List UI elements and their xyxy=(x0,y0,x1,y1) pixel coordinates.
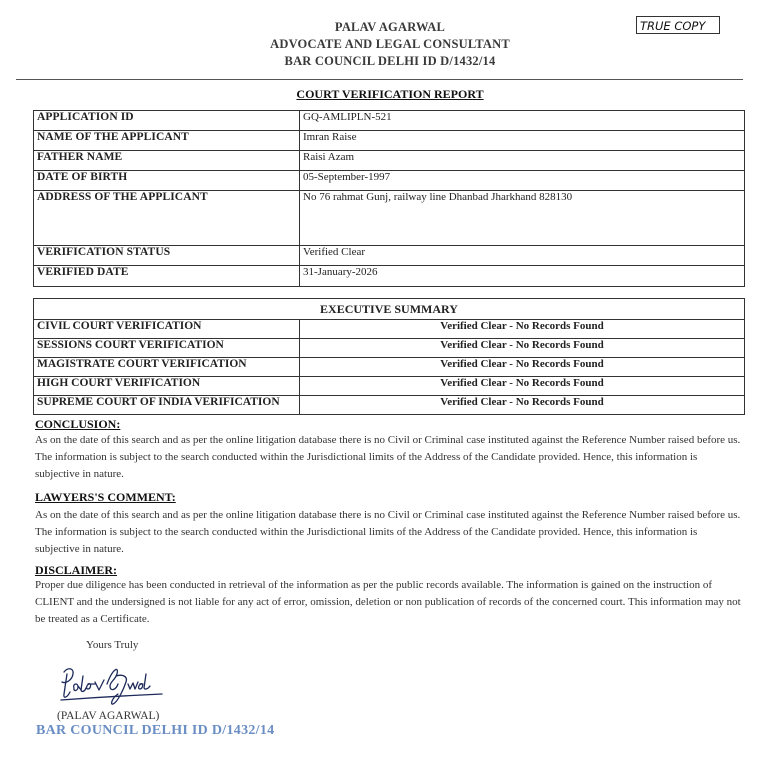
row-label: VERIFIED DATE xyxy=(34,266,300,287)
row-value: Imran Raise xyxy=(300,131,745,151)
footer-bar-id: BAR COUNCIL DELHI ID D/1432/14 xyxy=(36,723,275,738)
header-divider xyxy=(16,79,743,80)
row-value: Verified Clear - No Records Found xyxy=(300,377,745,396)
table-row xyxy=(34,396,745,415)
true-copy-stamp: TRUE COPY xyxy=(636,16,720,34)
row-label: SESSIONS COURT VERIFICATION xyxy=(34,339,300,358)
lawyers-comment-heading: LAWYERS'S COMMENT: xyxy=(35,490,176,504)
row-value: No 76 rahmat Gunj, railway line Dhanbad Jharkhand 828130 xyxy=(300,191,745,246)
table-row xyxy=(34,151,745,171)
disclaimer-text: Proper due diligence has been conducted in retrieval of the information as per the public records available. The information is gained on the instruction of CLIENT and the undersigned is not liable for any act of error, omission, deletion or non publication of records of the concerned court. This information may not be treated as a Certificate. xyxy=(35,579,741,625)
row-label: SUPREME COURT OF INDIA VERIFICATION xyxy=(34,396,300,415)
table-row xyxy=(34,339,745,358)
row-label: VERIFICATION STATUS xyxy=(34,246,300,266)
conclusion-text: As on the date of this search and as per the online litigation database there is no Civil or Criminal case instituted against the Reference Number raised before us. The information is subject to the search conducted within the Jurisdictional limits of the Address of the Candidate provided. Hence, this information is subjective in nature. xyxy=(35,434,741,480)
report-title: COURT VERIFICATION REPORT xyxy=(296,87,484,101)
table-row xyxy=(34,266,745,287)
row-value: Verified Clear xyxy=(300,246,745,266)
row-value: Verified Clear - No Records Found xyxy=(300,339,745,358)
header-role: ADVOCATE AND LEGAL CONSULTANT xyxy=(270,37,510,51)
table-row xyxy=(34,131,745,151)
row-value: GQ-AMLIPLN-521 xyxy=(300,111,745,131)
summary-heading: EXECUTIVE SUMMARY xyxy=(34,299,745,320)
table-row xyxy=(34,320,745,339)
row-label: ADDRESS OF THE APPLICANT xyxy=(34,191,300,246)
row-value: Verified Clear - No Records Found xyxy=(300,396,745,415)
row-value: 31-January-2026 xyxy=(300,266,745,287)
row-label: DATE OF BIRTH xyxy=(34,171,300,191)
row-label: MAGISTRATE COURT VERIFICATION xyxy=(34,358,300,377)
row-label: CIVIL COURT VERIFICATION xyxy=(34,320,300,339)
table-row xyxy=(34,358,745,377)
row-value: Raisi Azam xyxy=(300,151,745,171)
row-label: APPLICATION ID xyxy=(34,111,300,131)
header-name: PALAV AGARWAL xyxy=(334,20,446,34)
row-label: FATHER NAME xyxy=(34,151,300,171)
table-header-row xyxy=(34,299,745,320)
applicant-details-table xyxy=(33,110,745,287)
row-value: 05-September-1997 xyxy=(300,171,745,191)
row-label: HIGH COURT VERIFICATION xyxy=(34,377,300,396)
conclusion-heading: CONCLUSION: xyxy=(35,417,121,431)
table-row xyxy=(34,246,745,266)
table-row xyxy=(34,191,745,246)
signatory-name: (PALAV AGARWAL) xyxy=(57,710,160,722)
disclaimer-heading: DISCLAIMER: xyxy=(35,563,118,577)
closing-text: Yours Truly xyxy=(86,639,139,651)
header-bar-id: BAR COUNCIL DELHI ID D/1432/14 xyxy=(284,54,496,68)
table-row xyxy=(34,377,745,396)
row-value: Verified Clear - No Records Found xyxy=(300,358,745,377)
row-label: NAME OF THE APPLICANT xyxy=(34,131,300,151)
row-value: Verified Clear - No Records Found xyxy=(300,320,745,339)
lawyers-comment-text: As on the date of this search and as per the online litigation database there is no Civil or Criminal case instituted against the Reference Number raised before us. The information is subject to the search conducted within the Jurisdictional limits of the Address of the Candidate provided. Hence, this information is subjective in nature. xyxy=(35,509,741,555)
table-row xyxy=(34,111,745,131)
signature xyxy=(58,662,168,715)
executive-summary-table xyxy=(33,298,745,415)
table-row xyxy=(34,171,745,191)
